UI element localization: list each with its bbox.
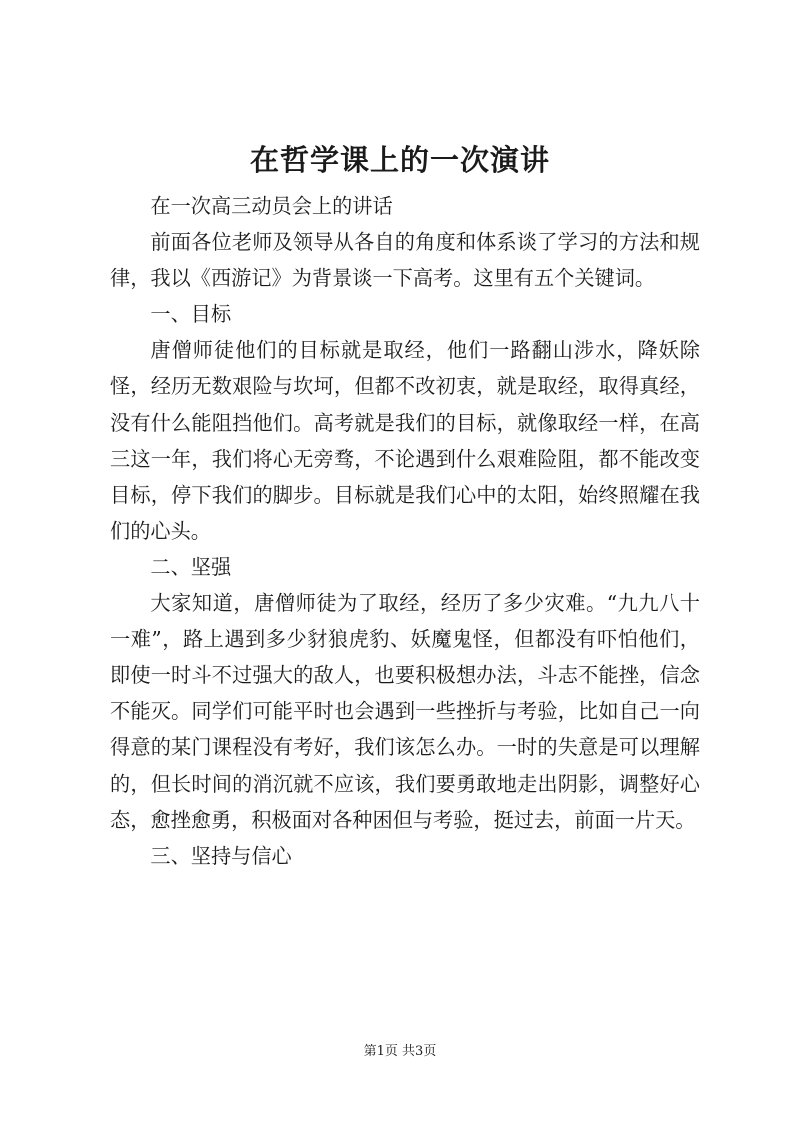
section-heading-strength: 二、坚强 bbox=[150, 554, 232, 579]
paragraph-subtitle: 在一次高三动员会上的讲话 bbox=[150, 194, 393, 218]
paragraph-strength: 大家知道，唐僧师徒为了取经，经历了多少灾难。“九九八十一难”，路上遇到多少豺狼虎豹、妖魔鬼怪，但都没有吓怕他们，即使一时斗不过强大的敌人，也要积极想办法，斗志不能挫，信念不能灭。同学们可能平时也会遇到一些挫折与考验，比如自己一向得意的某门课程没有考好，我们该怎么办。一时的失意是可以理解的，但长时间的消沉就不应该，我们要勇敢地走出阴影，调整好心态，愈挫愈勇，积极面对各种困但与考验，挺过去，前面一片天。 bbox=[110, 591, 700, 832]
paragraph-intro: 前面各位老师及领导从各自的角度和体系谈了学习的方法和规律，我以《西游记》为背景谈一下高考。这里有五个关键词。 bbox=[110, 230, 700, 291]
paragraph-goal: 唐僧师徒他们的目标就是取经，他们一路翻山涉水，降妖除怪，经历无数艰险与坎坷，但都不改初衷，就是取经，取得真经，没有什么能阻挡他们。高考就是我们的目标，就像取经一样，在高三这一年，我们将心无旁骛，不论遇到什么艰难险阻，都不能改变目标，停下我们的脚步。目标就是我们心中的太阳，始终照耀在我们的心头。 bbox=[110, 338, 700, 543]
page-number-footer: 第1页 共3页 bbox=[363, 1044, 437, 1059]
section-heading-persistence: 三、坚持与信心 bbox=[150, 843, 292, 868]
document-body bbox=[110, 188, 700, 874]
document-title: 在哲学课上的一次演讲 bbox=[249, 143, 550, 177]
section-heading-goal: 一、目标 bbox=[150, 302, 232, 327]
